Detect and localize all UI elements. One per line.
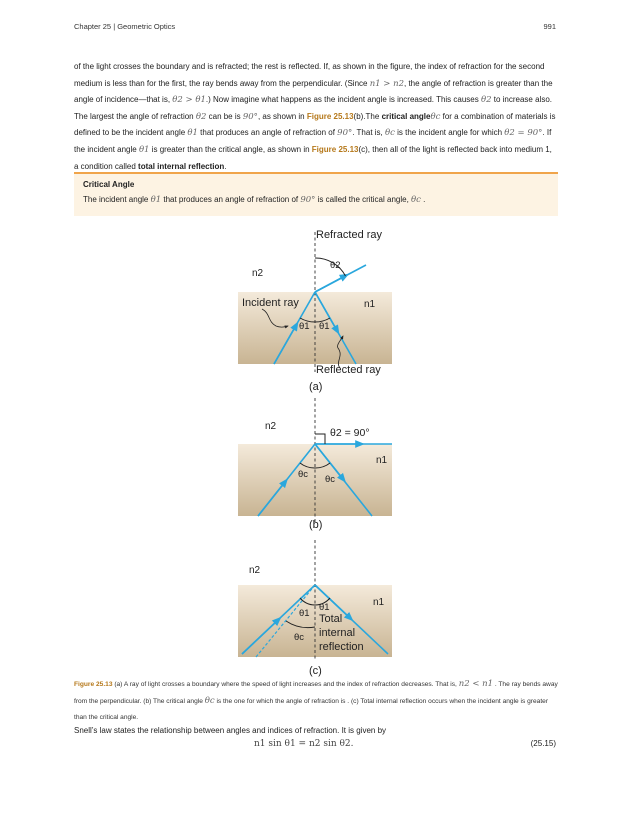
- text-run: is greater than the critical angle, as shown in: [149, 144, 312, 154]
- math-inline: 90°: [337, 128, 353, 139]
- figure-link[interactable]: Figure 25.13: [311, 144, 359, 154]
- text-run: (b).The: [353, 111, 382, 121]
- chapter-title: Chapter 25 | Geometric Optics: [74, 22, 176, 31]
- text-run: .: [420, 195, 426, 204]
- thetac-label: θc: [294, 632, 305, 643]
- math-inline: θc: [430, 111, 441, 122]
- n1-label: n1: [373, 597, 385, 608]
- refracted-ray-label: Refracted ray: [316, 229, 383, 241]
- text-run: , as shown in: [257, 111, 307, 121]
- term-critical-angle: critical angle: [381, 111, 431, 121]
- theta2-90-label: θ2 = 90°: [330, 427, 370, 439]
- text-run: is the incident angle for which: [394, 128, 505, 138]
- text-run: . That is,: [352, 128, 385, 138]
- math-inline: θ1: [138, 144, 150, 155]
- n1-label: n1: [364, 299, 376, 310]
- thetac-left-label: θc: [298, 469, 309, 480]
- equation-number: (25.15): [530, 739, 556, 748]
- panel-b-label: (b): [309, 519, 323, 531]
- theta1-right-label: θ1: [319, 602, 330, 613]
- text-run: is the one for which the angle of refraction is . (c) Total internal reflection occurs when the incident angle is greater than the critical angle.: [74, 698, 549, 721]
- text-run: that produces an angle of refraction of: [161, 195, 301, 204]
- math-inline: 90°: [300, 195, 316, 205]
- text-run: that produces an angle of refraction of: [197, 128, 338, 138]
- math-inline: θ1: [187, 128, 198, 139]
- text-run: to increase also. The largest the angle of refraction: [74, 95, 552, 121]
- figure-caption: [74, 676, 558, 726]
- text-run: .) Now imagine what happens as the incident angle is increased. This causes: [205, 95, 481, 105]
- theta1-right-label: θ1: [319, 321, 330, 332]
- n2-label: n2: [252, 268, 264, 279]
- theta2-label: θ2: [330, 260, 341, 271]
- math-inline: θ2 = 90°: [504, 128, 543, 139]
- math-inline: θ2: [195, 111, 207, 122]
- n2-label: n2: [249, 565, 261, 576]
- text-run: for a combination of materials is defined to be the incident angle: [74, 111, 556, 138]
- tir-label-line1: Total: [319, 613, 343, 625]
- math-inline: 90°: [242, 111, 258, 122]
- n1-label: n1: [376, 455, 388, 466]
- snell-equation: n1 sin θ1 = n2 sin θ2.: [254, 739, 354, 749]
- panel-c: [238, 540, 392, 677]
- panel-c-label: (c): [309, 665, 322, 677]
- theta1-left-label: θ1: [299, 321, 310, 332]
- refracted-ray-arrow: [315, 276, 345, 292]
- figure-link[interactable]: Figure 25.13: [306, 111, 354, 121]
- math-inline: θ1: [150, 195, 162, 205]
- text-run: (a) A ray of light crosses a boundary where the speed of light increases and the index of refraction decreases. That is,: [112, 681, 459, 688]
- text-run: can be is: [206, 111, 243, 121]
- math-inline: θ2 > θ1: [172, 95, 206, 106]
- tir-label-line2: internal: [319, 627, 356, 639]
- panel-a-label: (a): [309, 381, 323, 393]
- math-inline: n2 < n1: [458, 679, 494, 689]
- panel-a: [238, 229, 392, 393]
- text-run: of the light crosses the boundary and is refracted; the rest is reflected. If, as shown in the figure, the index of refraction for the second medium is less than for the first, the ray bends away from the perpendicular. (Since: [74, 62, 545, 88]
- text-run: .: [224, 161, 227, 171]
- math-inline: θ2: [480, 95, 492, 106]
- text-run: , the angle of refraction is greater than the angle of incidence—that is,: [74, 78, 553, 105]
- text-run: . If the incident angle: [74, 128, 552, 154]
- term-total-internal-reflection: total internal reflection: [138, 161, 225, 171]
- callout-title: Critical Angle: [83, 180, 135, 189]
- text-run: (c), then all of the light is reflected back into medium 1, a condition called: [74, 144, 552, 171]
- tir-label-line3: reflection: [319, 641, 364, 653]
- panel-b: [238, 398, 392, 531]
- math-inline: n1 > n2: [369, 78, 404, 89]
- thetac-right-label: θc: [325, 474, 336, 485]
- n2-label: n2: [265, 421, 277, 432]
- math-inline: θc: [411, 195, 421, 205]
- text-run: is called the critical angle,: [315, 195, 412, 204]
- math-inline: θc: [204, 696, 215, 706]
- reflected-ray-label: Reflected ray: [316, 364, 381, 376]
- text-run: . The ray bends away from the perpendicular. (b) The critical angle: [74, 681, 558, 705]
- right-angle-marker: [315, 434, 325, 444]
- theta1-left-label: θ1: [299, 608, 310, 619]
- text-run: The incident angle: [83, 195, 151, 204]
- caption-label: Figure 25.13: [74, 681, 113, 688]
- page-number: 991: [543, 22, 556, 31]
- snell-intro: Snell’s law states the relationship between angles and indices of refraction. It is given by: [74, 726, 387, 735]
- incident-ray-label: Incident ray: [242, 297, 299, 309]
- math-inline: θc: [385, 128, 395, 139]
